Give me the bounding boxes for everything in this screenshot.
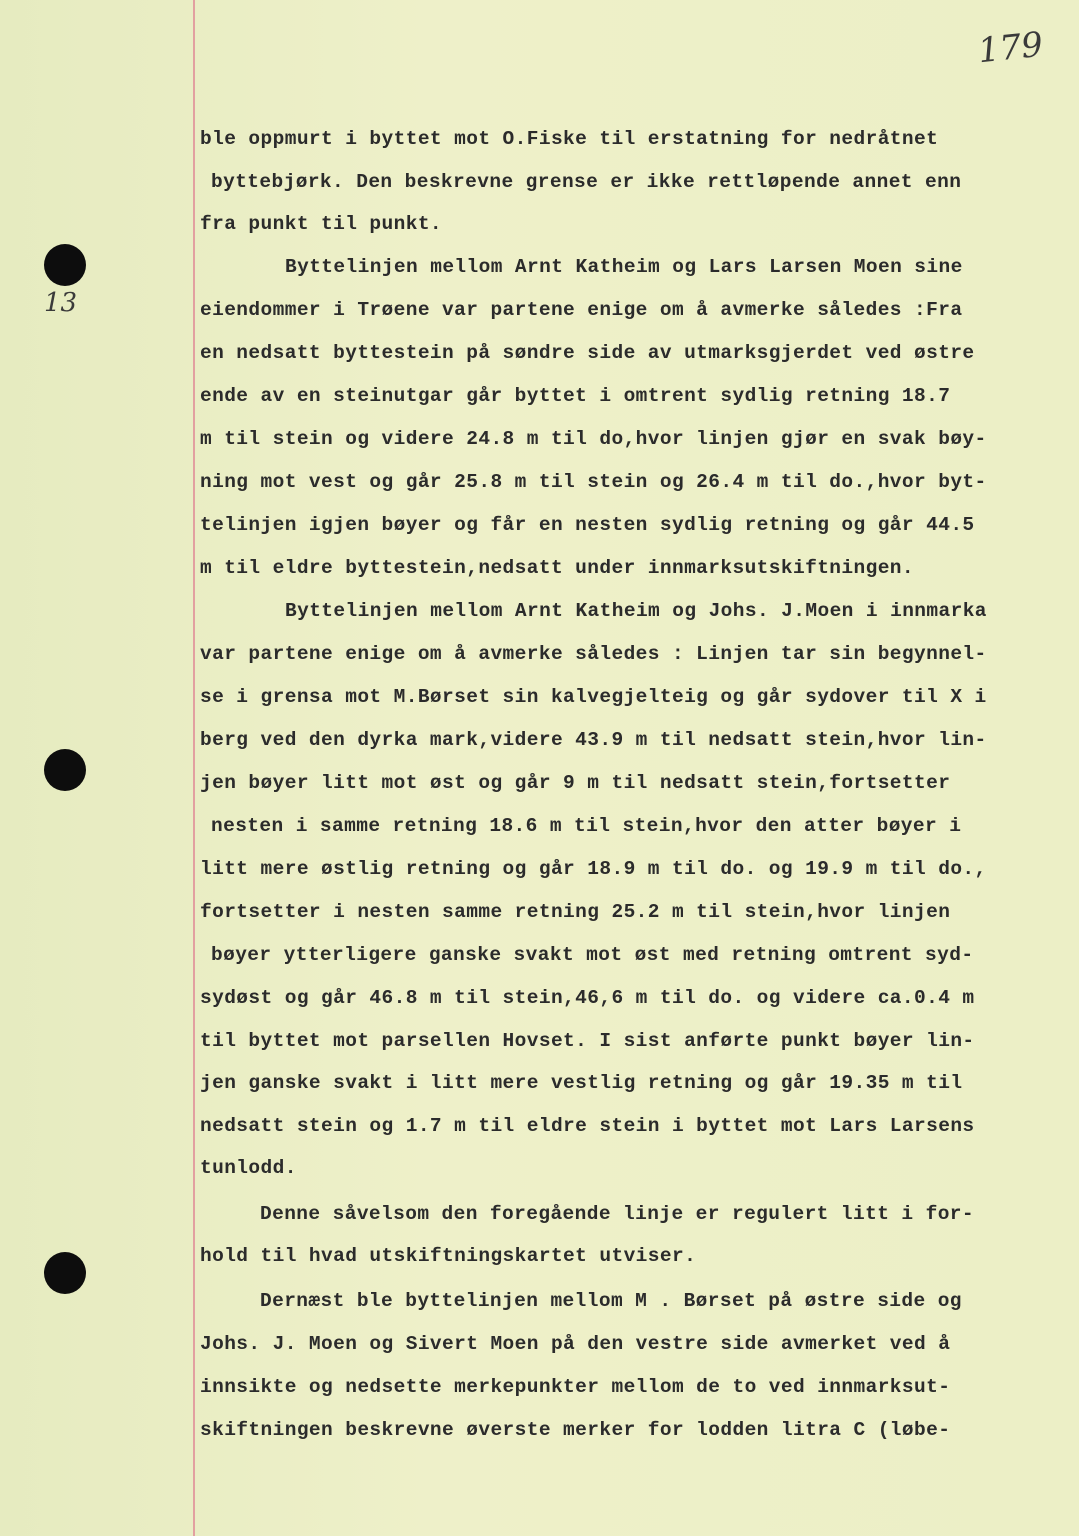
punch-hole <box>44 1252 86 1294</box>
margin-rule <box>193 0 195 1536</box>
text-line: Byttelinjen mellom Arnt Katheim og Johs. J.Moen i innmarka <box>285 600 987 622</box>
text-line: skiftningen beskrevne øverste merker for lodden litra C (løbe- <box>200 1419 951 1441</box>
text-line: Denne såvelsom den foregående linje er regulert litt i for- <box>260 1203 975 1225</box>
text-line: jen ganske svakt i litt mere vestlig retning og går 19.35 m til <box>200 1072 963 1094</box>
text-line: innsikte og nedsette merkepunkter mellom de to ved innmarksut- <box>200 1376 951 1398</box>
text-line: jen bøyer litt mot øst og går 9 m til nedsatt stein,fortsetter <box>200 772 951 794</box>
text-line: til byttet mot parsellen Hovset. I sist anførte punkt bøyer lin- <box>200 1030 975 1052</box>
text-line: Byttelinjen mellom Arnt Katheim og Lars Larsen Moen sine <box>285 256 963 278</box>
page-number: 179 <box>976 24 1045 72</box>
text-line: fra punkt til punkt. <box>200 213 443 235</box>
text-line: m til eldre byttestein,nedsatt under innmarksutskiftningen. <box>200 557 915 579</box>
text-line: bøyer ytterligere ganske svakt mot øst med retning omtrent syd- <box>211 944 974 966</box>
text-line: se i grensa mot M.Børset sin kalvegjelteig og går sydover til X i <box>200 686 987 708</box>
text-line: ning mot vest og går 25.8 m til stein og 26.4 m til do.,hvor byt- <box>200 471 987 493</box>
punch-hole <box>44 244 86 286</box>
text-line: tunlodd. <box>200 1157 297 1179</box>
text-line: ble oppmurt i byttet mot O.Fiske til erstatning for nedråtnet <box>200 128 939 150</box>
text-line: nesten i samme retning 18.6 m til stein,hvor den atter bøyer i <box>211 815 962 837</box>
text-line: nedsatt stein og 1.7 m til eldre stein i byttet mot Lars Larsens <box>200 1115 975 1137</box>
text-line: eiendommer i Trøene var partene enige om å avmerke således :Fra <box>200 299 963 321</box>
text-line: Johs. J. Moen og Sivert Moen på den vestre side avmerket ved å <box>200 1333 951 1355</box>
text-line: hold til hvad utskiftningskartet utviser. <box>200 1245 697 1267</box>
text-line: byttebjørk. Den beskrevne grense er ikke rettløpende annet enn <box>211 171 962 193</box>
text-line: fortsetter i nesten samme retning 25.2 m til stein,hvor linjen <box>200 901 951 923</box>
margin-note: 13 <box>44 288 78 318</box>
text-line: litt mere østlig retning og går 18.9 m til do. og 19.9 m til do., <box>200 858 987 880</box>
text-line: en nedsatt byttestein på søndre side av utmarksgjerdet ved østre <box>200 342 975 364</box>
text-line: Dernæst ble byttelinjen mellom M . Børset på østre side og <box>260 1290 962 1312</box>
text-line: sydøst og går 46.8 m til stein,46,6 m til do. og videre ca.0.4 m <box>200 987 975 1009</box>
text-line: telinjen igjen bøyer og får en nesten sydlig retning og går 44.5 <box>200 514 975 536</box>
punch-hole <box>44 749 86 791</box>
text-line: berg ved den dyrka mark,videre 43.9 m til nedsatt stein,hvor lin- <box>200 729 987 751</box>
text-line: ende av en steinutgar går byttet i omtrent sydlig retning 18.7 <box>200 385 951 407</box>
text-line: m til stein og videre 24.8 m til do,hvor linjen gjør en svak bøy- <box>200 428 987 450</box>
text-line: var partene enige om å avmerke således : Linjen tar sin begynnel- <box>200 643 987 665</box>
